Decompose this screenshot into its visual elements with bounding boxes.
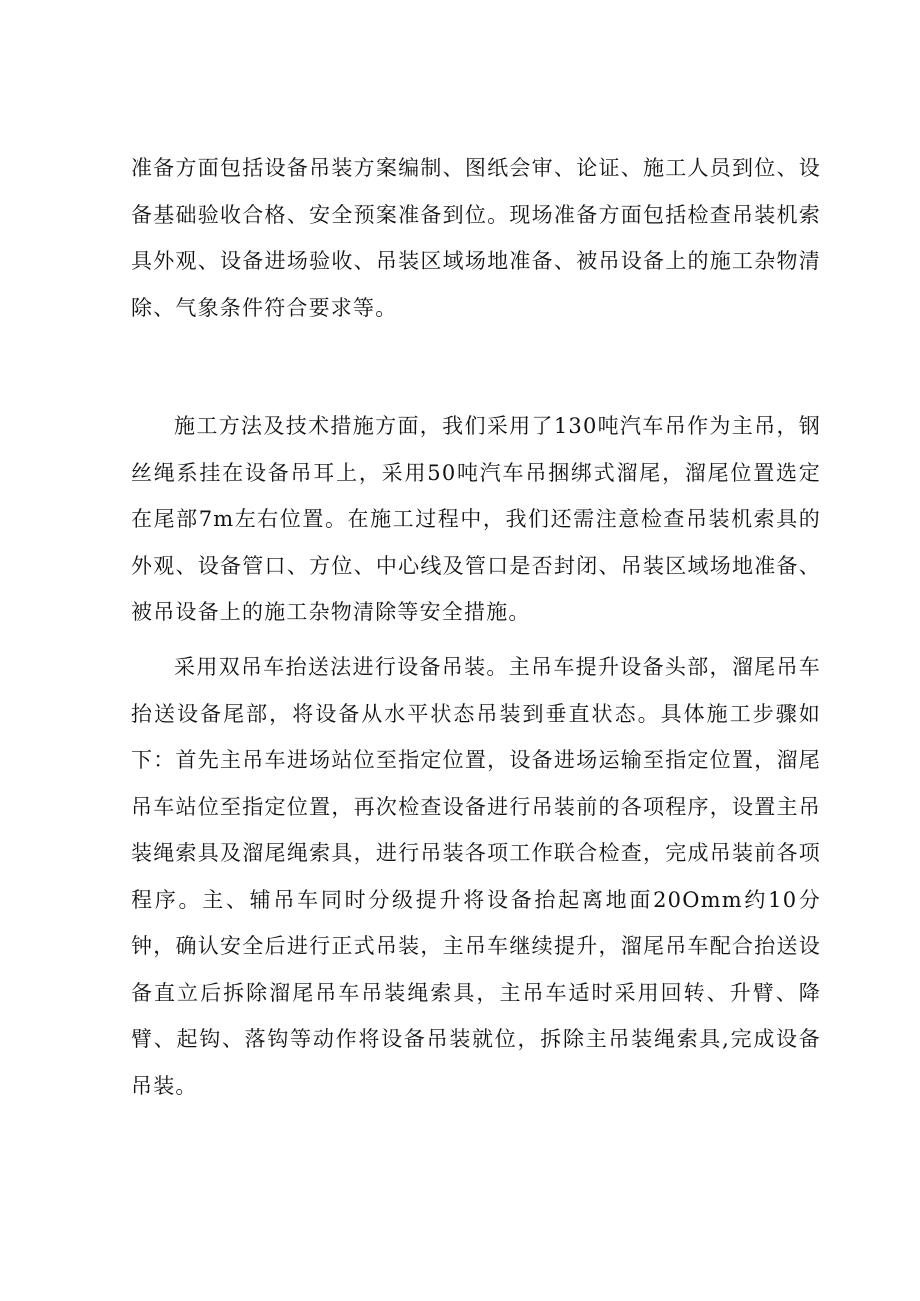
- paragraph-text: 采用双吊车抬送法进行设备吊装。主吊车提升设备头部，溜尾吊车抬送设备尾部，将设备从水平状态吊装到垂直状态。具体施工步骤如下：首先主吊车进场站位至指定位置，设备进场运输至指定位置，溜尾吊车站位至指定位置，再次检查设备进行吊装前的各项程序，设置主吊装绳索具及溜尾绳索具，进行吊装各项工作联合检查，完成吊装前各项程序。主、辅吊车同时分级提升将设备抬起离地面20Omm约10分钟，确认安全后进行正式吊装，主吊车继续提升，溜尾吊车配合抬送设备直立后拆除溜尾吊车吊装绳索具，主吊车适时采用回转、升臂、降臂、起钩、落钩等动作将设备吊装就位，拆除主吊装绳索具,完成设备吊装。: [131, 655, 821, 1098]
- paragraph-text: 施工方法及技术措施方面，我们采用了130吨汽车吊作为主吊，钢丝绳系挂在设备吊耳上，采用50吨汽车吊捆绑式溜尾，溜尾位置选定在尾部7m左右位置。在施工过程中，我们还需注意检查吊装机索具的外观、设备管口、方位、中心线及管口是否封闭、吊装区域场地准备、被吊设备上的施工杂物清除等安全措施。: [131, 414, 821, 624]
- paragraph-preparation: [131, 145, 821, 331]
- paragraph-construction-method: [131, 403, 821, 636]
- paragraph-lifting-procedure: [131, 644, 821, 1109]
- paragraph-text: 准备方面包括设备吊装方案编制、图纸会审、论证、施工人员到位、设备基础验收合格、安全预案准备到位。现场准备方面包括检查吊装机索具外观、设备进场验收、吊装区域场地准备、被吊设备上的施工杂物清除、气象条件符合要求等。: [131, 156, 821, 320]
